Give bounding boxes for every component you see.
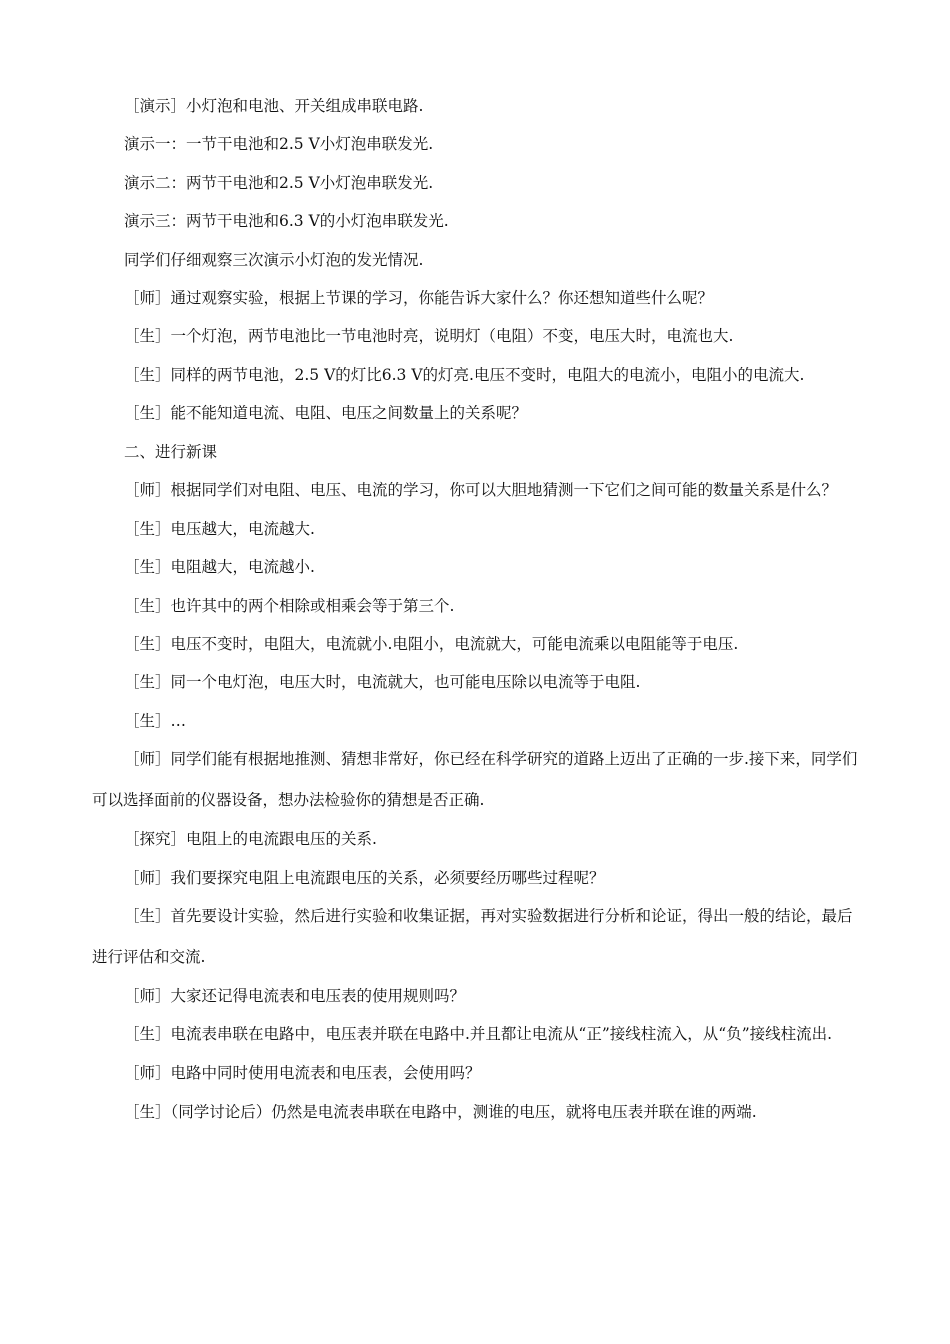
paragraph-teacher-question: ［师］通过观察实验，根据上节课的学习，你能告诉大家什么？你还想知道些什么呢？	[124, 288, 714, 307]
paragraph-student-answer: ［生］电压越大，电流越大.	[124, 519, 315, 538]
paragraph-student-answer: ［生］…	[124, 711, 187, 730]
paragraph-demo-one: 演示一：一节干电池和2.5 V小灯泡串联发光.	[124, 135, 434, 154]
paragraph-teacher-comment: ［师］同学们能有根据地推测、猜想非常好，你已经在科学研究的道路上迈出了正确的一步.接下来，同学们可以选择面前的仪器设备，想办法检验你的猜想是否正确.	[92, 750, 858, 810]
paragraph-teacher-question: ［师］大家还记得电流表和电压表的使用规则吗？	[124, 987, 466, 1006]
paragraph-teacher-question: ［师］电路中同时使用电流表和电压表，会使用吗？	[124, 1064, 481, 1083]
paragraph-student-answer: ［生］同样的两节电池，2.5 V的灯比6.3 V的灯亮.电压不变时，电阻大的电流小，电阻小的电流大.	[124, 365, 805, 384]
paragraph-student-answer: ［生］电流表串联在电路中，电压表并联在电路中.并且都让电流从“正”接线柱流入，从“负”接线柱流出.	[124, 1025, 833, 1044]
paragraph-student-answer: ［生］能不能知道电流、电阻、电压之间数量上的关系呢？	[124, 404, 528, 423]
paragraph-teacher-question: ［师］根据同学们对电阻、电压、电流的学习，你可以大胆地猜测一下它们之间可能的数量关系是什么？	[124, 480, 838, 499]
paragraph-student-answer: ［生］也许其中的两个相除或相乘会等于第三个.	[124, 596, 455, 615]
paragraph-teacher-question: ［师］我们要探究电阻上电流跟电压的关系，必须要经历哪些过程呢？	[124, 868, 605, 887]
paragraph-student-answer: ［生］首先要设计实验，然后进行实验和收集证据，再对实验数据进行分析和论证，得出一般的结论，最后进行评估和交流.	[92, 907, 853, 967]
paragraph-student-answer: ［生］电阻越大，电流越小.	[124, 558, 315, 577]
paragraph-demo-intro: ［演示］小灯泡和电池、开关组成串联电路.	[124, 97, 424, 115]
paragraph-explore: ［探究］电阻上的电流跟电压的关系.	[124, 830, 377, 849]
paragraph-student-answer: ［生］（同学讨论后）仍然是电流表串联在电路中，测谁的电压，就将电压表并联在谁的两端.	[124, 1102, 757, 1121]
paragraph-demo-three: 演示三：两节干电池和6.3 V的小灯泡串联发光.	[124, 212, 449, 231]
paragraph-demo-two: 演示二：两节干电池和2.5 V小灯泡串联发光.	[124, 173, 434, 192]
document-body	[92, 93, 862, 1137]
paragraph-student-answer: ［生］一个灯泡，两节电池比一节电池时亮，说明灯（电阻）不变，电压大时，电流也大.	[124, 327, 734, 346]
paragraph-student-answer: ［生］同一个电灯泡，电压大时，电流就大，也可能电压除以电流等于电阻.	[124, 673, 641, 692]
paragraph-student-answer: ［生］电压不变时，电阻大，电流就小.电阻小，电流就大，可能电流乘以电阻能等于电压.	[124, 635, 739, 654]
section-heading: 二、进行新课	[124, 442, 218, 461]
paragraph-observe: 同学们仔细观察三次演示小灯泡的发光情况.	[124, 250, 424, 269]
